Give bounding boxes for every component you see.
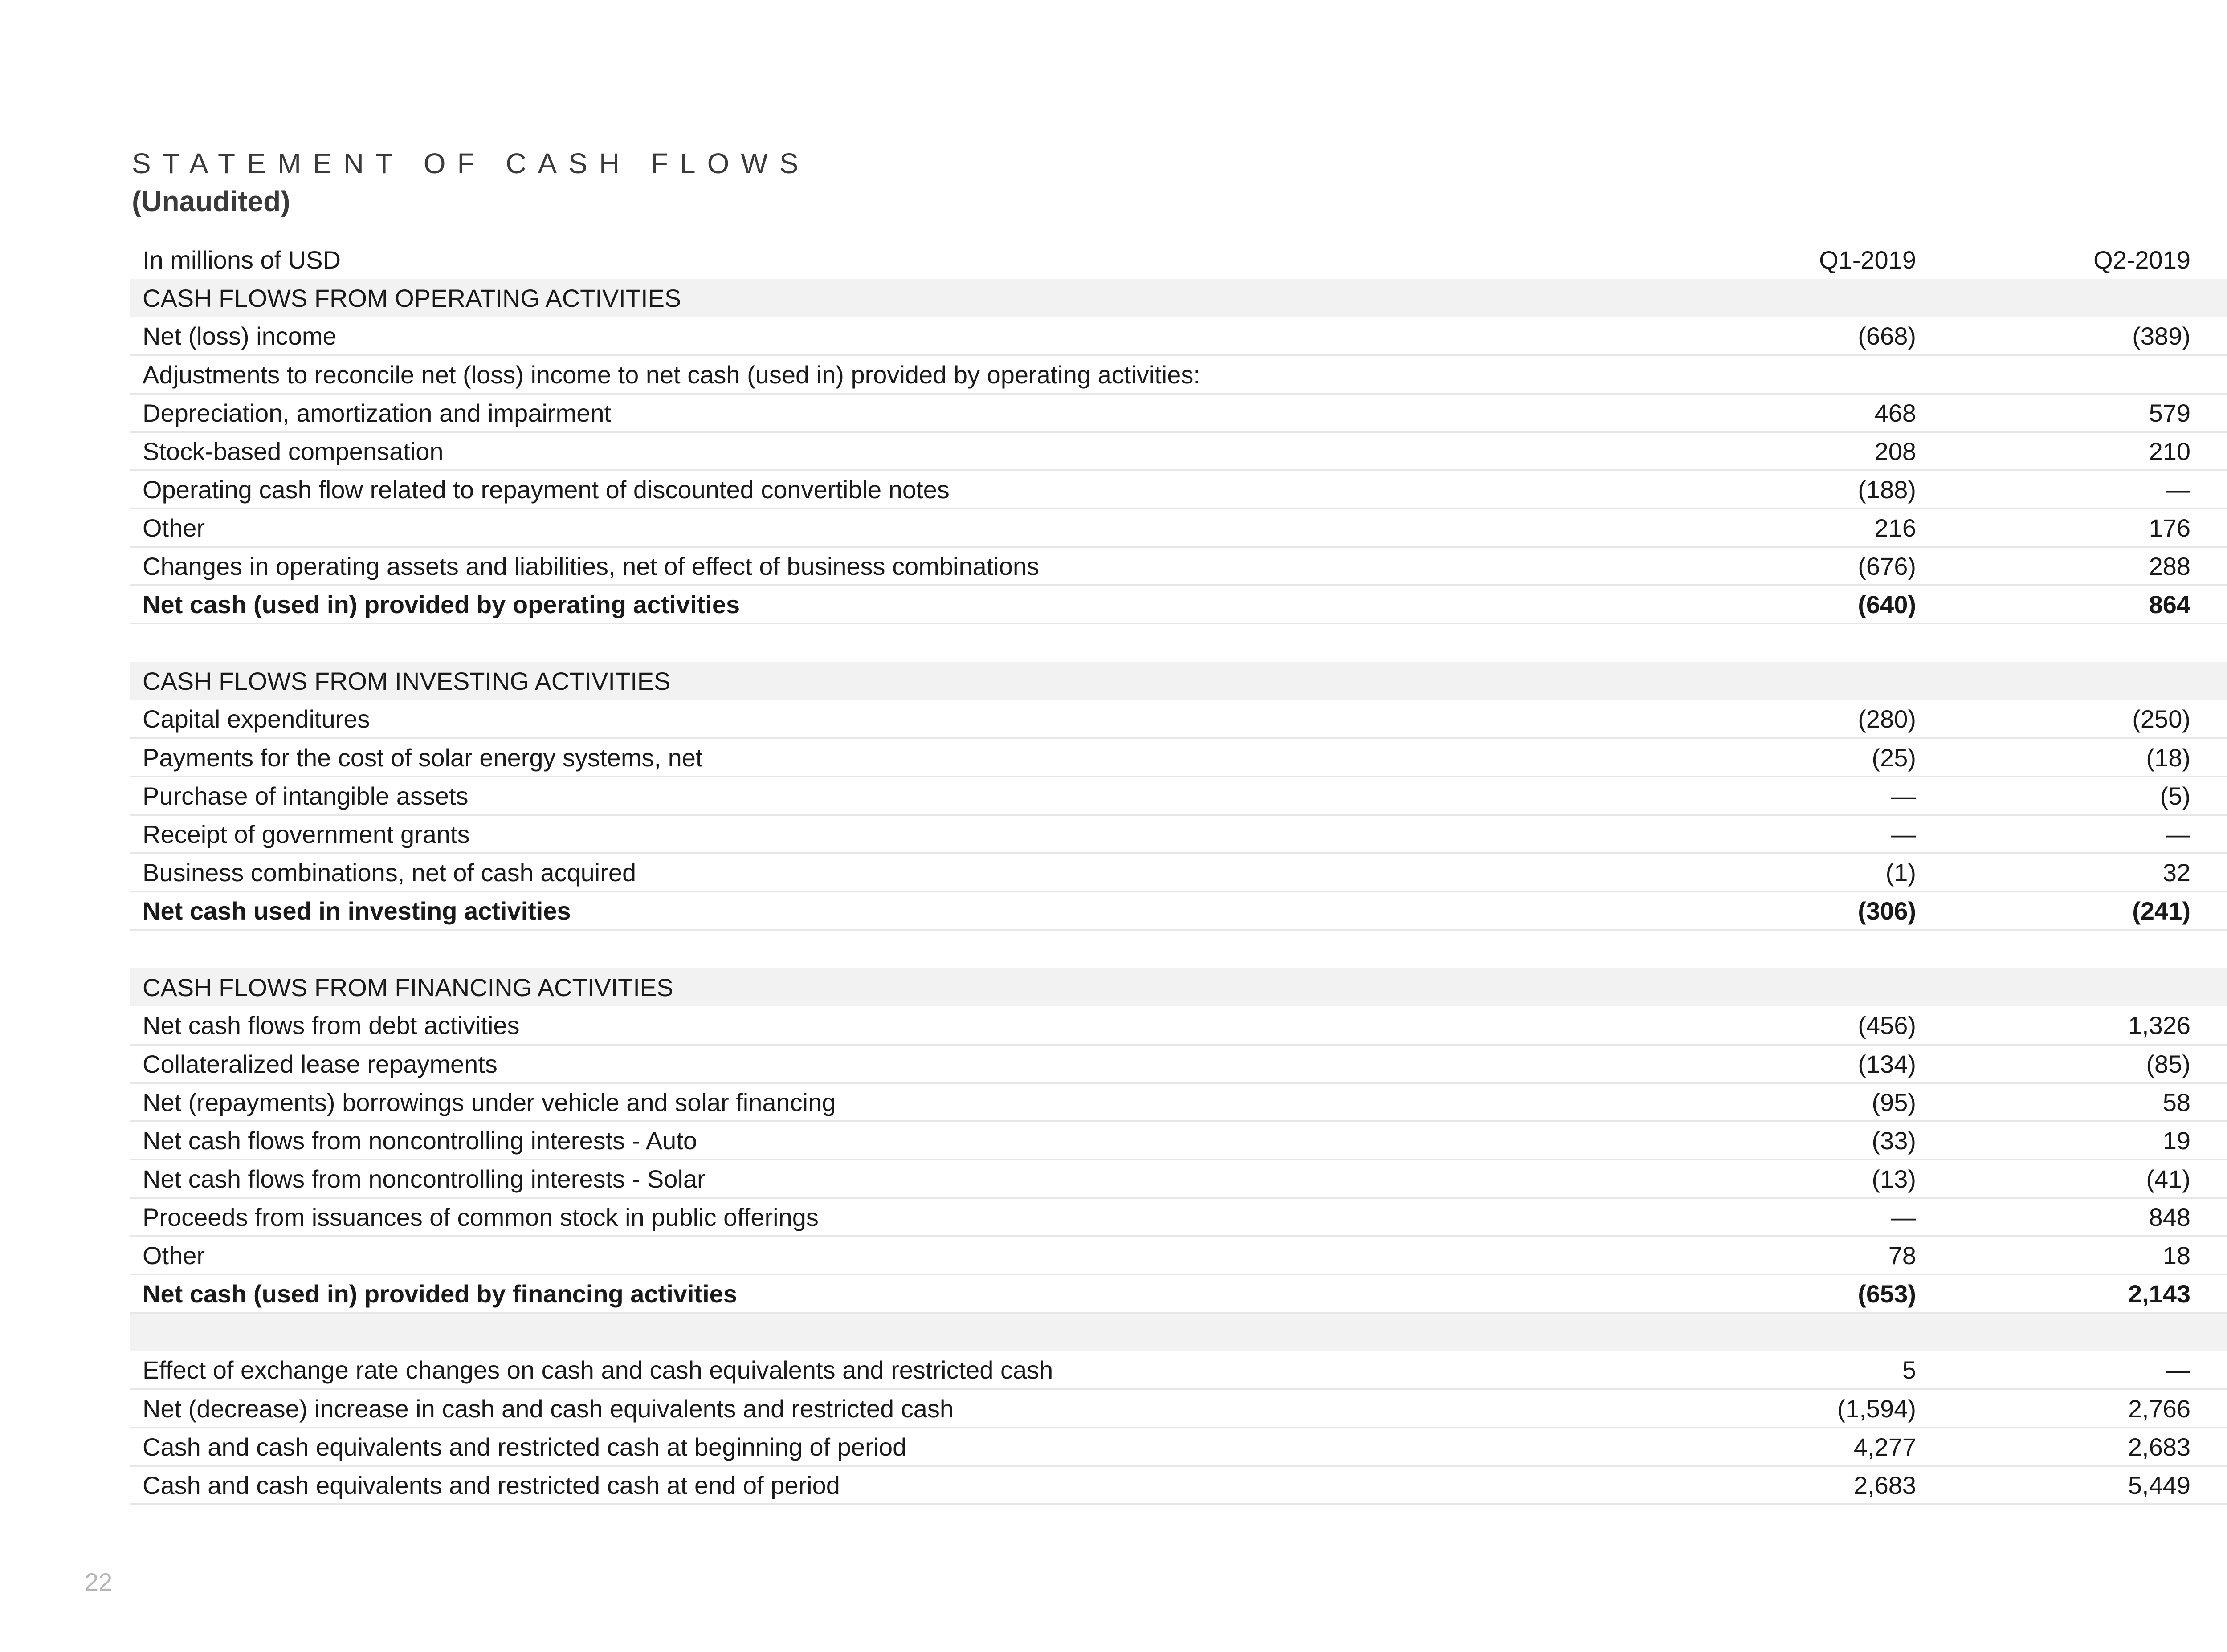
row-label xyxy=(130,1313,1654,1351)
value-cell xyxy=(2203,700,2227,738)
table-row xyxy=(130,432,2227,470)
row-label: Effect of exchange rate changes on cash and cash equivalents and restricted cash xyxy=(130,1351,1654,1389)
value-cell xyxy=(2203,1466,2227,1504)
table-row xyxy=(130,1428,2227,1466)
column-header: Q1-2019 xyxy=(1819,245,1916,274)
table-row xyxy=(130,317,2227,355)
value-cell xyxy=(2203,1083,2227,1121)
value-cell: 210 xyxy=(1929,432,2203,470)
row-label: Payments for the cost of solar energy systems, net xyxy=(130,738,1654,777)
value-cell xyxy=(2203,1006,2227,1045)
row-label: Net cash flows from debt activities xyxy=(130,1006,1654,1045)
table-header-row xyxy=(130,240,2227,279)
value-cell: (668) xyxy=(1654,317,1929,355)
value-cell xyxy=(2203,815,2227,853)
row-label: CASH FLOWS FROM INVESTING ACTIVITIES xyxy=(130,662,1654,700)
table-row xyxy=(130,1160,2227,1198)
row-label: Stock-based compensation xyxy=(130,432,1654,470)
value-cell xyxy=(1929,623,2203,662)
value-cell: 579 xyxy=(1929,394,2203,432)
value-cell xyxy=(1654,968,1929,1006)
value-cell xyxy=(2203,585,2227,623)
table-row xyxy=(130,509,2227,547)
row-label: Receipt of government grants xyxy=(130,815,1654,853)
value-cell: (13) xyxy=(1654,1160,1929,1198)
value-cell: 208 xyxy=(1654,432,1929,470)
value-cell: (18) xyxy=(1929,738,2203,777)
table-row xyxy=(130,891,2227,930)
section-header-row xyxy=(130,968,2227,1006)
row-label: Business combinations, net of cash acquired xyxy=(130,853,1654,891)
value-cell xyxy=(1654,930,1929,968)
value-cell: (241) xyxy=(1929,891,2203,930)
row-label: Net cash used in investing activities xyxy=(130,891,1654,930)
value-cell xyxy=(2203,1236,2227,1274)
row-label: Capital expenditures xyxy=(130,700,1654,738)
row-label: Changes in operating assets and liabilities, net of effect of business combinations xyxy=(130,547,1654,585)
value-cell: (676) xyxy=(1654,547,1929,585)
table-row xyxy=(130,1121,2227,1160)
value-cell: 19 xyxy=(1929,1121,2203,1160)
table-row xyxy=(130,1045,2227,1083)
page-title: STATEMENT OF CASH FLOWS xyxy=(132,147,810,179)
page-subtitle: (Unaudited) xyxy=(132,185,290,217)
value-cell: 2,683 xyxy=(1929,1428,2203,1466)
row-label: Net cash flows from noncontrolling interests - Auto xyxy=(130,1121,1654,1160)
value-cell xyxy=(1929,355,2203,394)
value-cell xyxy=(2203,1389,2227,1428)
value-cell: (306) xyxy=(1654,891,1929,930)
value-cell xyxy=(1929,662,2203,700)
value-cell: (280) xyxy=(1654,700,1929,738)
spacer-row xyxy=(130,1313,2227,1351)
value-cell: 32 xyxy=(1929,853,2203,891)
value-cell xyxy=(2203,509,2227,547)
row-label xyxy=(130,930,1654,968)
value-cell: 864 xyxy=(1929,585,2203,623)
table-row xyxy=(130,815,2227,853)
value-cell: (188) xyxy=(1654,470,1929,509)
value-cell: 2,683 xyxy=(1654,1466,1929,1504)
value-cell: (640) xyxy=(1654,585,1929,623)
value-cell: 2,143 xyxy=(1929,1274,2203,1313)
value-cell: — xyxy=(1654,1198,1929,1236)
value-cell xyxy=(1929,968,2203,1006)
column-header xyxy=(2203,240,2227,279)
table-row xyxy=(130,1389,2227,1428)
value-cell xyxy=(2203,853,2227,891)
value-cell xyxy=(2203,355,2227,394)
value-cell xyxy=(2203,1313,2227,1351)
table-row xyxy=(130,700,2227,738)
value-cell: 4,277 xyxy=(1654,1428,1929,1466)
value-cell xyxy=(1654,355,1929,394)
value-cell xyxy=(2203,968,2227,1006)
value-cell: 1,326 xyxy=(1929,1006,2203,1045)
value-cell xyxy=(2203,279,2227,317)
row-label: Net (repayments) borrowings under vehicle and solar financing xyxy=(130,1083,1654,1121)
column-header: Q2-2019 xyxy=(2093,245,2190,274)
value-cell: 5,449 xyxy=(1929,1466,2203,1504)
table-body xyxy=(130,279,2227,1504)
section-header-row xyxy=(130,662,2227,700)
value-cell xyxy=(1654,662,1929,700)
value-cell xyxy=(2203,547,2227,585)
table-row xyxy=(130,394,2227,432)
value-cell xyxy=(2203,1121,2227,1160)
table-row xyxy=(130,585,2227,623)
value-cell: (1) xyxy=(1654,853,1929,891)
value-cell: 5 xyxy=(1654,1351,1929,1389)
table-row xyxy=(130,547,2227,585)
value-cell: (95) xyxy=(1654,1083,1929,1121)
value-cell xyxy=(2203,1351,2227,1389)
value-cell xyxy=(2203,1198,2227,1236)
table-row xyxy=(130,1083,2227,1121)
value-cell: 78 xyxy=(1654,1236,1929,1274)
value-cell: (85) xyxy=(1929,1045,2203,1083)
value-cell: 176 xyxy=(1929,509,2203,547)
value-cell xyxy=(2203,777,2227,815)
row-label: Operating cash flow related to repayment of discounted convertible notes xyxy=(130,470,1654,509)
cash-flow-table xyxy=(130,240,2227,1505)
value-cell: (134) xyxy=(1654,1045,1929,1083)
table-row xyxy=(130,1236,2227,1274)
value-cell xyxy=(2203,317,2227,355)
value-cell xyxy=(2203,1160,2227,1198)
value-cell: 58 xyxy=(1929,1083,2203,1121)
value-cell: (250) xyxy=(1929,700,2203,738)
value-cell: 2,766 xyxy=(1929,1389,2203,1428)
value-cell: 468 xyxy=(1654,394,1929,432)
row-label: Adjustments to reconcile net (loss) income to net cash (used in) provided by operating activities: xyxy=(130,355,1654,394)
row-label: Cash and cash equivalents and restricted cash at end of period xyxy=(130,1466,1654,1504)
table-row xyxy=(130,1466,2227,1504)
value-cell xyxy=(1929,1313,2203,1351)
value-cell: (25) xyxy=(1654,738,1929,777)
value-cell: 848 xyxy=(1929,1198,2203,1236)
value-cell xyxy=(2203,470,2227,509)
page-number: 22 xyxy=(85,1568,113,1596)
row-label: Net cash (used in) provided by operating activities xyxy=(130,585,1654,623)
value-cell xyxy=(2203,623,2227,662)
value-cell: — xyxy=(1929,470,2203,509)
value-cell xyxy=(1654,623,1929,662)
value-cell xyxy=(1929,930,2203,968)
row-label: Cash and cash equivalents and restricted cash at beginning of period xyxy=(130,1428,1654,1466)
row-label: Proceeds from issuances of common stock in public offerings xyxy=(130,1198,1654,1236)
row-label: Net (decrease) increase in cash and cash equivalents and restricted cash xyxy=(130,1389,1654,1428)
value-cell xyxy=(2203,1274,2227,1313)
row-label: Other xyxy=(130,509,1654,547)
value-cell: 216 xyxy=(1654,509,1929,547)
value-cell: 18 xyxy=(1929,1236,2203,1274)
value-cell: — xyxy=(1654,815,1929,853)
table-row xyxy=(130,1274,2227,1313)
value-cell: — xyxy=(1654,777,1929,815)
value-cell: — xyxy=(1929,1351,2203,1389)
spacer-row xyxy=(130,623,2227,662)
value-cell xyxy=(2203,662,2227,700)
table-row xyxy=(130,853,2227,891)
row-label: Other xyxy=(130,1236,1654,1274)
table-row xyxy=(130,777,2227,815)
row-label: Net cash (used in) provided by financing activities xyxy=(130,1274,1654,1313)
value-cell xyxy=(2203,1428,2227,1466)
row-label: Collateralized lease repayments xyxy=(130,1045,1654,1083)
row-label: CASH FLOWS FROM OPERATING ACTIVITIES xyxy=(130,279,1654,317)
units-label: In millions of USD xyxy=(143,245,341,274)
value-cell xyxy=(1654,1313,1929,1351)
value-cell: — xyxy=(1929,815,2203,853)
row-label: Purchase of intangible assets xyxy=(130,777,1654,815)
row-label: Depreciation, amortization and impairment xyxy=(130,394,1654,432)
value-cell xyxy=(2203,891,2227,930)
table-row xyxy=(130,1351,2227,1389)
row-label: CASH FLOWS FROM FINANCING ACTIVITIES xyxy=(130,968,1654,1006)
value-cell xyxy=(2203,394,2227,432)
table-row xyxy=(130,1006,2227,1045)
value-cell: (5) xyxy=(1929,777,2203,815)
value-cell xyxy=(2203,738,2227,777)
value-cell xyxy=(1654,279,1929,317)
value-cell: (653) xyxy=(1654,1274,1929,1313)
value-cell xyxy=(1929,279,2203,317)
value-cell: 288 xyxy=(1929,547,2203,585)
table-row xyxy=(130,1198,2227,1236)
value-cell xyxy=(2203,432,2227,470)
row-label: Net (loss) income xyxy=(130,317,1654,355)
value-cell: (33) xyxy=(1654,1121,1929,1160)
value-cell xyxy=(2203,1045,2227,1083)
value-cell: (1,594) xyxy=(1654,1389,1929,1428)
table-row xyxy=(130,738,2227,777)
section-header-row xyxy=(130,279,2227,317)
table-row xyxy=(130,470,2227,509)
table-row xyxy=(130,355,2227,394)
value-cell: (41) xyxy=(1929,1160,2203,1198)
row-label: Net cash flows from noncontrolling interests - Solar xyxy=(130,1160,1654,1198)
spacer-row xyxy=(130,930,2227,968)
row-label xyxy=(130,623,1654,662)
value-cell: (456) xyxy=(1654,1006,1929,1045)
value-cell xyxy=(2203,930,2227,968)
value-cell: (389) xyxy=(1929,317,2203,355)
